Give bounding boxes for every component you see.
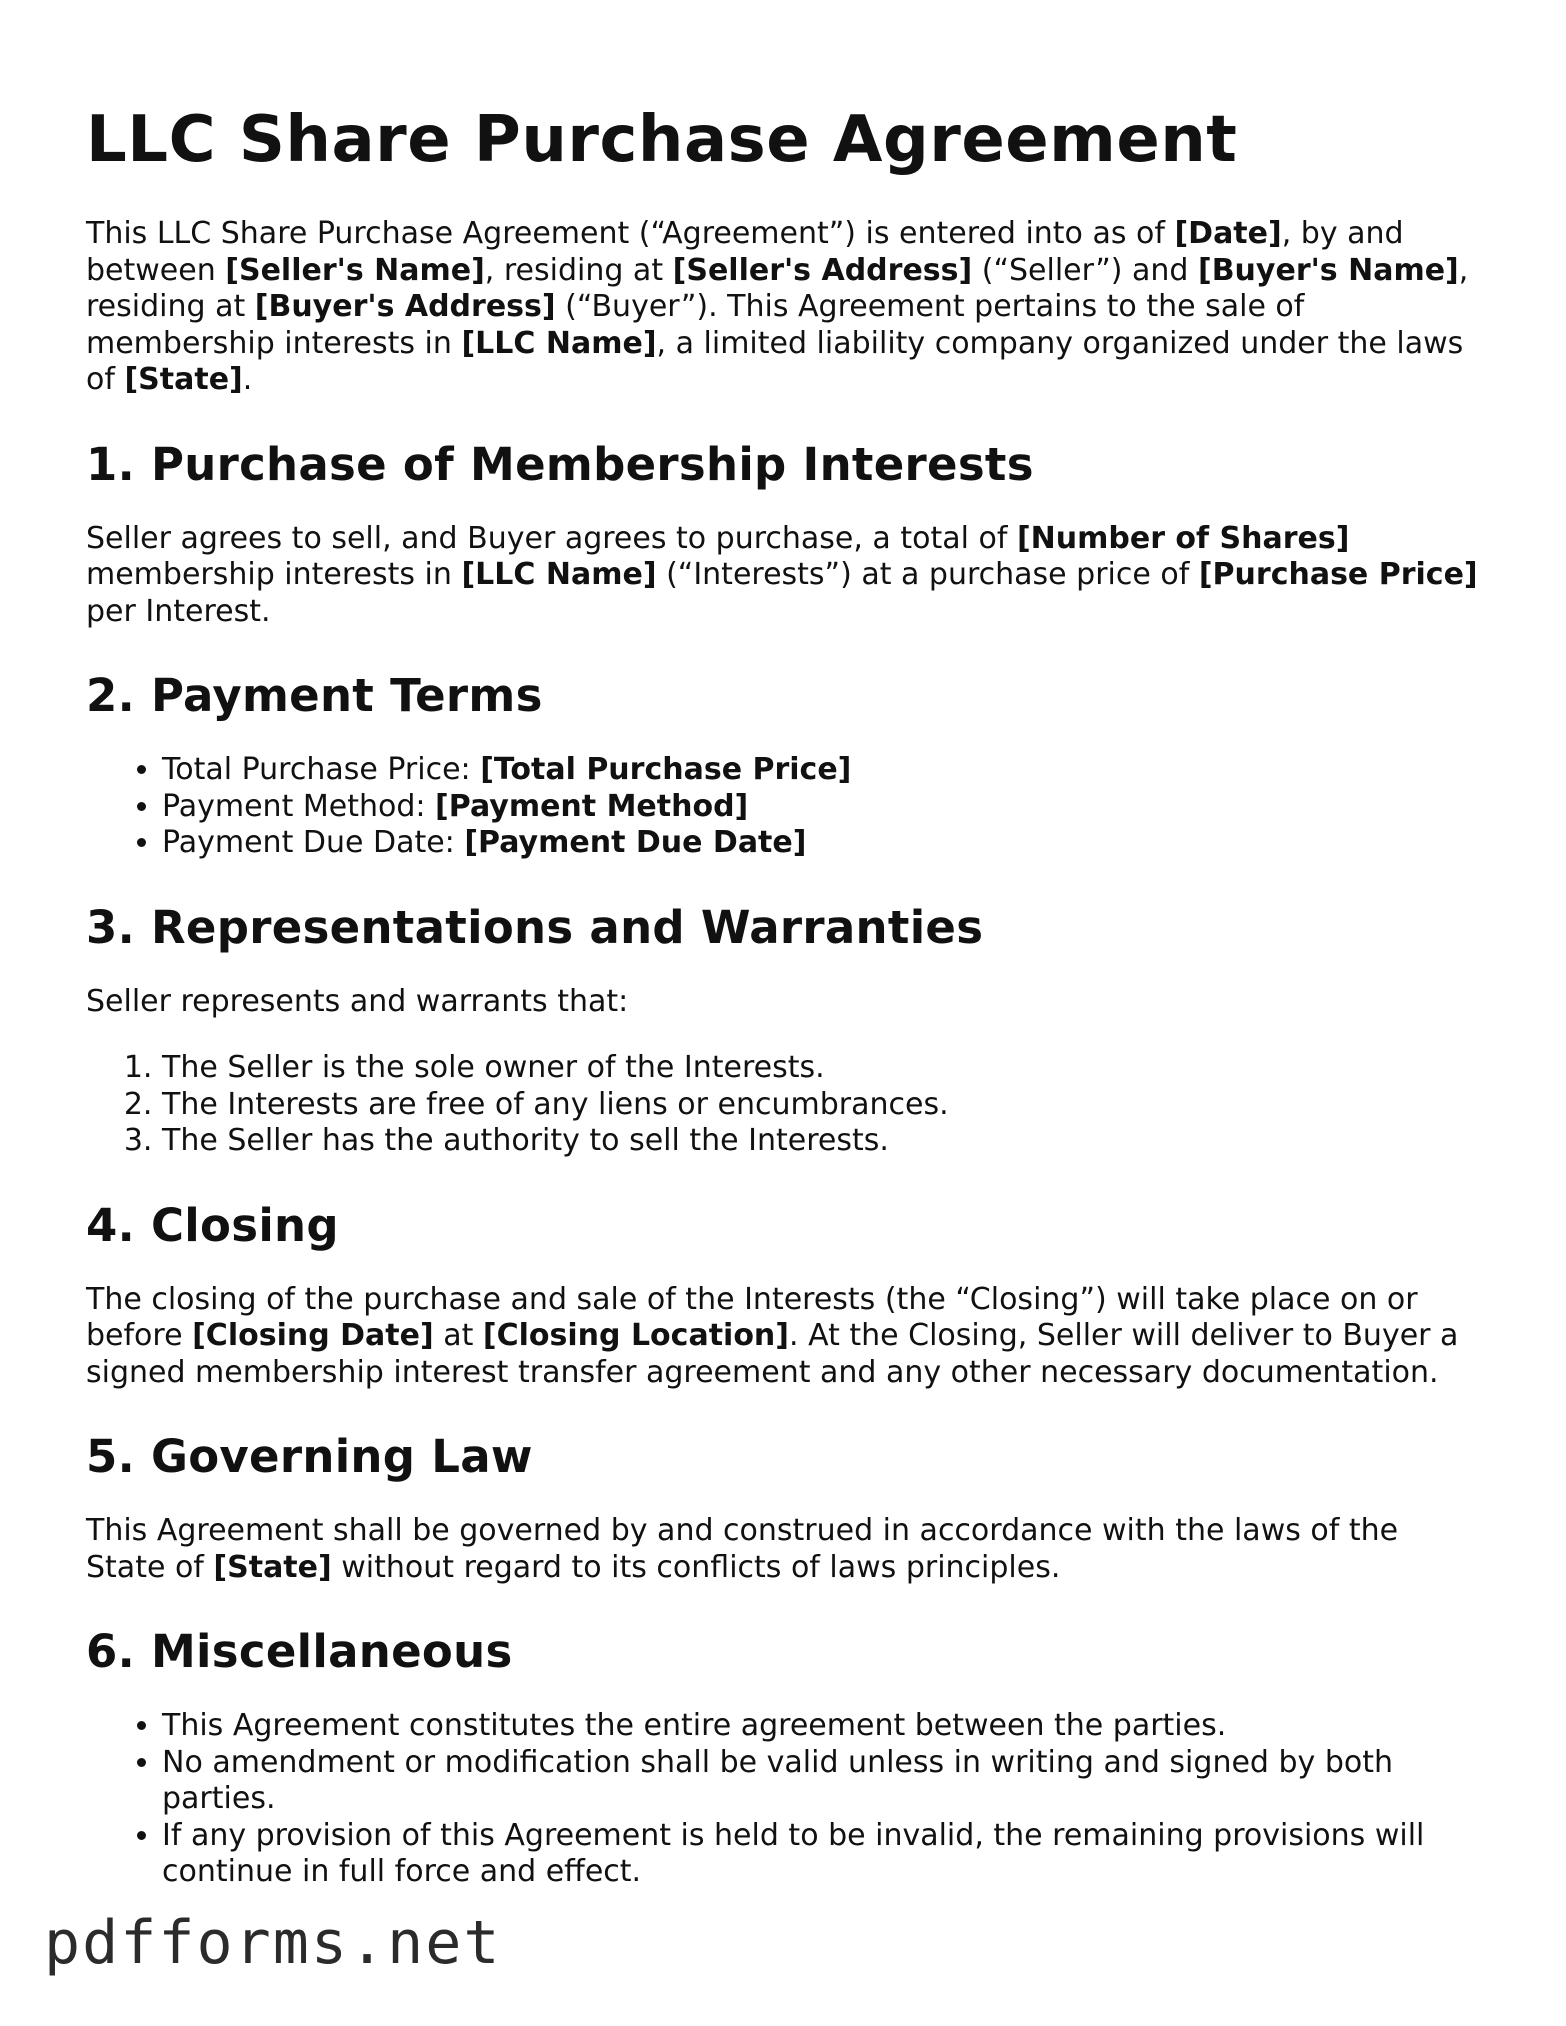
section-4-text-2: at: [433, 1318, 483, 1353]
list-item: 2. The Interests are free of any liens or encumbrances.: [162, 1087, 1486, 1124]
intro-text-7: , a limited liability company organized under the laws of: [86, 325, 1464, 397]
buyer-address-placeholder: [Buyer's Address]: [254, 289, 556, 324]
intro-paragraph: [86, 216, 1486, 399]
list-item-label: Payment Method:: [162, 788, 436, 824]
section-4-heading: 4. Closing: [86, 1198, 339, 1252]
buyer-name-placeholder: [Buyer's Name]: [1197, 252, 1459, 288]
list-item: • This Agreement constitutes the entire agreement between the parties.: [162, 1708, 1486, 1745]
intro-text-5: , residing at: [86, 252, 1469, 324]
intro-text-2: , by and between: [86, 216, 1404, 288]
document-title: LLC Share Purchase Agreement: [86, 103, 1238, 177]
document-page: [86, 100, 1486, 1891]
section-1-text-1: Seller agrees to sell, and Buyer agrees to purchase, a total of: [86, 520, 1017, 556]
warranties-list: [86, 1050, 1486, 1160]
list-item: 3. The Seller has the authority to sell the Interests.: [162, 1123, 1486, 1160]
payment-method-placeholder: [Payment Method]: [435, 788, 749, 824]
state-placeholder: [State]: [213, 1549, 332, 1585]
llc-name-placeholder: [LLC Name]: [461, 557, 657, 592]
section-1-heading: 1. Purchase of Membership Interests: [86, 437, 1034, 491]
intro-text-3: , residing at: [484, 252, 673, 288]
section-5-heading: 5. Governing Law: [86, 1430, 533, 1483]
section-4-text-1: The closing of the purchase and sale of the Interests (the “Closing”) will take place on or before: [86, 1281, 1418, 1353]
section-5-paragraph: [86, 1513, 1486, 1586]
section-1-text-4: per Interest.: [86, 593, 271, 629]
list-item: • If any provision of this Agreement is held to be invalid, the remaining provisions will continue in full force and effect.: [162, 1818, 1486, 1891]
list-item-label: Total Purchase Price:: [162, 752, 481, 787]
intro-text-6: (“Buyer”). This Agreement pertains to the sale of membership interests in: [86, 289, 1305, 361]
list-item: • No amendment or modification shall be valid unless in writing and signed by both parties.: [162, 1745, 1486, 1818]
intro-text-4: (“Seller”) and: [972, 252, 1198, 288]
total-purchase-price-placeholder: [Total Purchase Price]: [480, 752, 852, 787]
section-3-intro: Seller represents and warrants that:: [86, 983, 629, 1019]
seller-address-placeholder: [Seller's Address]: [672, 252, 973, 288]
list-item: [162, 825, 1486, 862]
purchase-price-placeholder: [Purchase Price]: [1198, 557, 1478, 592]
number-of-shares-placeholder: [Number of Shares]: [1016, 520, 1350, 556]
list-item: [162, 752, 1486, 789]
section-2-heading: 2. Payment Terms: [86, 669, 543, 722]
list-item: [162, 789, 1486, 826]
payment-due-date-placeholder: [Payment Due Date]: [464, 825, 807, 860]
section-5-text-2: without regard to its conflicts of laws principles.: [331, 1549, 1061, 1585]
section-6-heading: 6. Miscellaneous: [86, 1625, 513, 1678]
payment-terms-list: [86, 752, 1486, 862]
watermark: pdfforms.net: [44, 1908, 502, 1978]
section-1-paragraph: [86, 521, 1486, 631]
section-4-text-3: . At the Closing, Seller will deliver to Buyer a signed membership interest transfer agreement and any other necessary documentation.: [86, 1318, 1459, 1390]
date-placeholder: [Date]: [1174, 216, 1282, 251]
state-placeholder: [State]: [124, 362, 243, 397]
list-item-label: Payment Due Date:: [162, 825, 465, 860]
intro-text-1: This LLC Share Purchase Agreement (“Agreement”) is entered into as of: [86, 216, 1175, 251]
intro-text-8: .: [242, 362, 253, 397]
closing-date-placeholder: [Closing Date]: [192, 1318, 434, 1353]
seller-name-placeholder: [Seller's Name]: [225, 252, 485, 288]
list-item: 1. The Seller is the sole owner of the Interests.: [162, 1050, 1486, 1087]
section-4-paragraph: [86, 1282, 1486, 1392]
closing-location-placeholder: [Closing Location]: [482, 1318, 789, 1353]
miscellaneous-list: [86, 1708, 1486, 1891]
section-1-text-3: (“Interests”) at a purchase price of: [656, 557, 1199, 592]
section-5-text-1: This Agreement shall be governed by and construed in accordance with the laws of the State of: [86, 1513, 1399, 1585]
llc-name-placeholder: [LLC Name]: [461, 325, 657, 361]
section-1-text-2: membership interests in: [86, 557, 462, 592]
section-3-heading: 3. Representations and Warranties: [86, 900, 984, 954]
